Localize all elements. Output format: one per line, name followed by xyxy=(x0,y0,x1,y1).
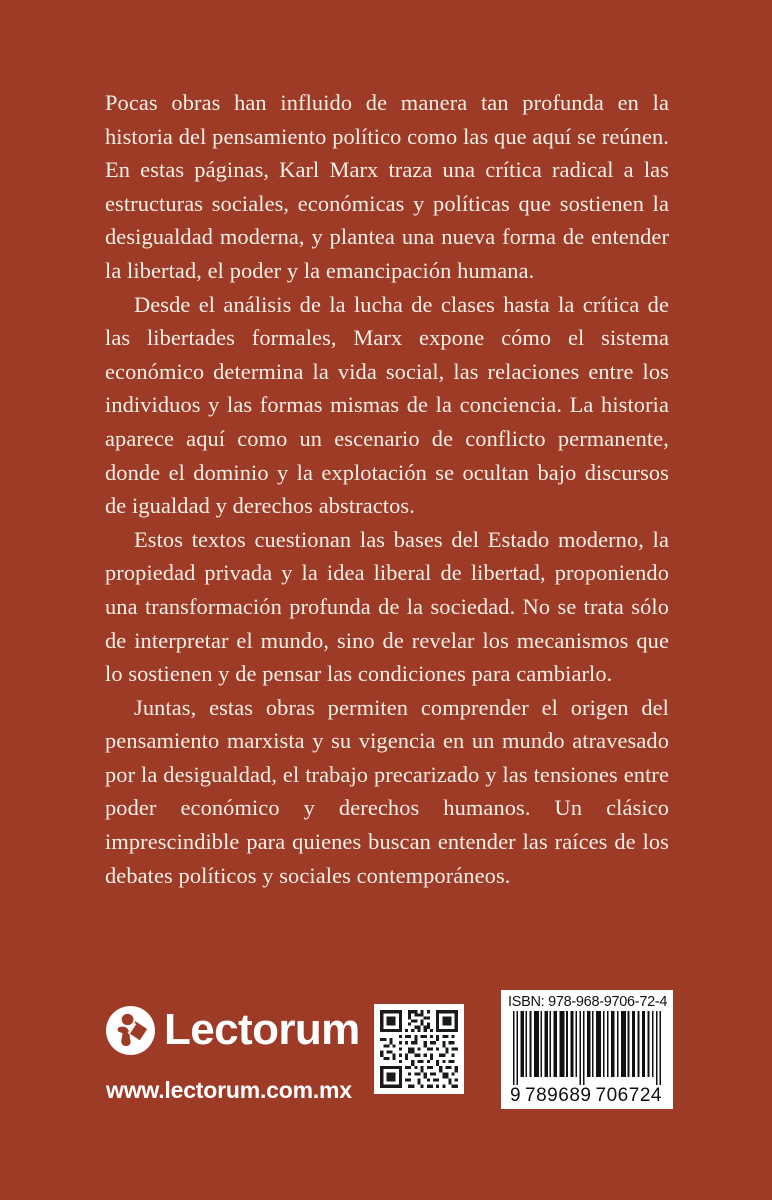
ean-group-left: 789689 xyxy=(525,1085,592,1106)
ean-digits xyxy=(508,1086,666,1106)
qr-code-icon xyxy=(374,1004,464,1094)
blurb-text-block xyxy=(105,86,669,892)
blurb-paragraph-3: Estos textos cuestionan las bases del Estado moderno, la propiedad privada y la idea liberal de libertad, proponiendo una transformación profunda de la sociedad. No se trata sólo de interpretar el mundo, sino de revelar los mecanismos que lo sostienen y de pensar las condiciones para cambiarlo. xyxy=(105,526,669,687)
isbn-barcode xyxy=(501,990,673,1109)
blurb-paragraph-1: Pocas obras han influido de manera tan profunda en la historia del pensamiento político como las que aquí se reúnen. En estas páginas, Karl Marx traza una crítica radical a las estructuras sociales, económicas y políticas que sostienen la desigualdad moderna, y plantea una nueva forma de entender la libertad, el poder y la emancipación humana. xyxy=(105,90,669,283)
publisher-wordmark: Lectorum xyxy=(164,1005,360,1054)
publisher-website-url: www.lectorum.com.mx xyxy=(106,1077,352,1103)
isbn-label: ISBN: 978-968-9706-72-4 xyxy=(508,994,668,1010)
ean-group-right: 706724 xyxy=(595,1085,662,1106)
barcode-bars xyxy=(508,1011,666,1085)
lectorum-reader-circle-icon xyxy=(106,1006,155,1055)
blurb-paragraph-2: Desde el análisis de la lucha de clases hasta la crítica de las libertades formales, Marx expone cómo el sistema económico determina la vida social, las relaciones entre los individuos y las formas mismas de la conciencia. La historia aparece aquí como un escenario de conflicto permanente, donde el dominio y la explotación se ocultan bajo discursos de igualdad y derechos abstractos. xyxy=(105,291,669,519)
blurb-paragraph-4: Juntas, estas obras permiten comprender el origen del pensamiento marxista y su vigencia en un mundo atravesado por la desigualdad, el trabajo precarizado y las tensiones entre poder económico y derechos humanos. Un clásico imprescindible para quienes buscan entender las raíces de los debates políticos y sociales contemporáneos. xyxy=(105,694,669,888)
cover-footer xyxy=(0,988,772,1123)
ean-digit-first: 9 xyxy=(510,1085,522,1106)
publisher-block xyxy=(106,1002,360,1103)
qr-code[interactable] xyxy=(374,1004,464,1094)
publisher-logo-row xyxy=(106,1002,360,1058)
